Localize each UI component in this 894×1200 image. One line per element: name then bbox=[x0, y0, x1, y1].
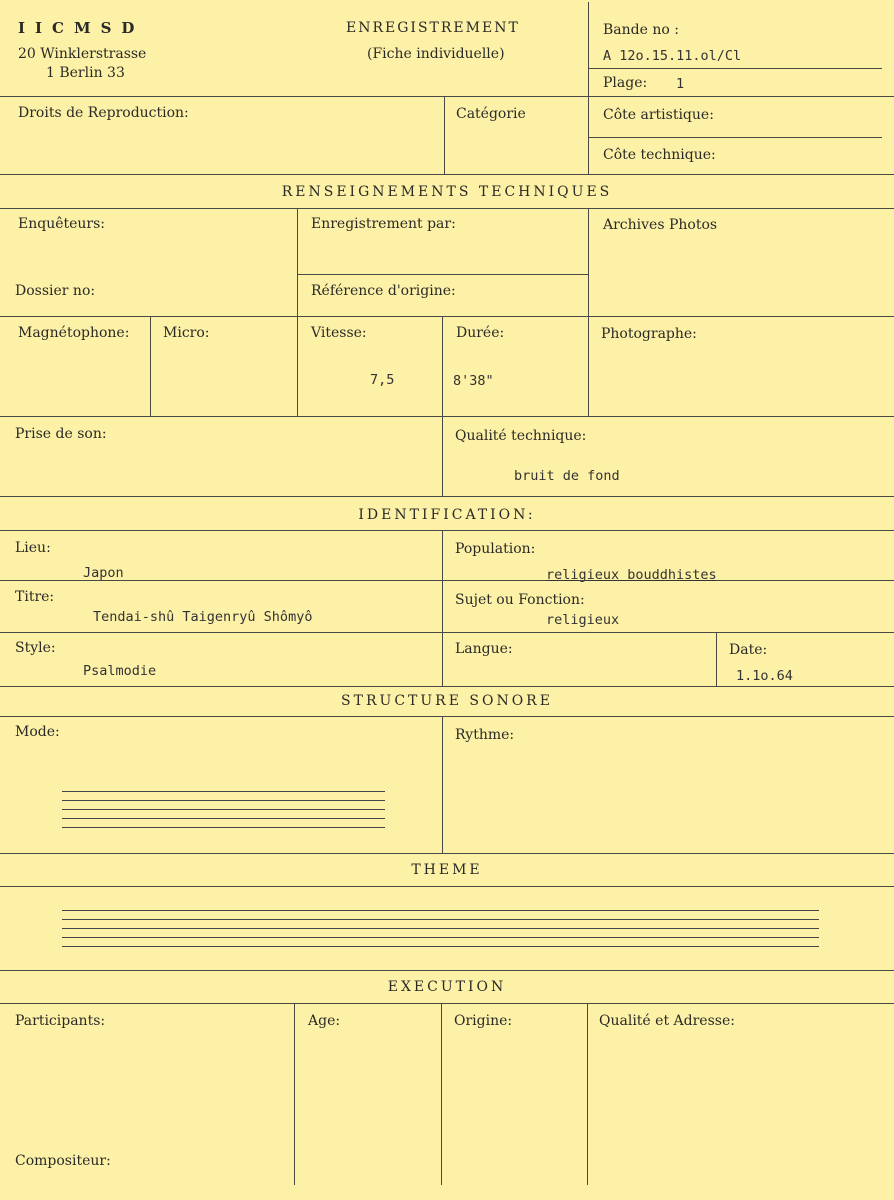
theme-title-line bbox=[0, 886, 894, 887]
droits-label: Droits de Reproduction: bbox=[18, 105, 189, 121]
address-line-1: 20 Winklerstrasse bbox=[18, 46, 147, 62]
execution-section-title: EXECUTION bbox=[387, 979, 507, 995]
plage-label: Plage: bbox=[603, 75, 648, 91]
sujet-value: religieux bbox=[546, 612, 620, 628]
theme-staff-line bbox=[62, 937, 819, 938]
titre-line bbox=[0, 632, 894, 633]
mode-staff-line bbox=[62, 791, 385, 792]
micro-label: Micro: bbox=[163, 325, 210, 341]
theme-staff-line bbox=[62, 928, 819, 929]
mode-staff-line bbox=[62, 827, 385, 828]
photographe-label: Photographe: bbox=[601, 326, 697, 342]
lieu-value: Japon bbox=[83, 565, 124, 581]
theme-section-title: THEME bbox=[411, 862, 483, 878]
micro-divider bbox=[150, 316, 151, 416]
theme-staff-line bbox=[62, 910, 819, 911]
date-divider bbox=[716, 632, 717, 686]
header-divider-1 bbox=[588, 2, 589, 174]
reference-line bbox=[297, 274, 588, 275]
structure-title-line bbox=[0, 716, 894, 717]
duree-divider bbox=[442, 316, 443, 496]
technical-section-title: RENSEIGNEMENTS TECHNIQUES bbox=[281, 184, 613, 200]
archives-photos-label: Archives Photos bbox=[603, 217, 718, 233]
tech-divider-2 bbox=[588, 208, 589, 416]
header-line bbox=[0, 96, 894, 97]
cote-technique-label: Côte technique: bbox=[603, 147, 716, 163]
mode-staff-line bbox=[62, 809, 385, 810]
vitesse-label: Vitesse: bbox=[311, 325, 367, 341]
plage-line bbox=[588, 68, 882, 69]
population-label: Population: bbox=[455, 541, 536, 557]
identification-title-line bbox=[0, 530, 894, 531]
langue-label: Langue: bbox=[455, 641, 513, 657]
qualite-adresse-divider bbox=[587, 1003, 588, 1185]
identification-divider bbox=[442, 530, 443, 686]
tech-divider-1 bbox=[297, 208, 298, 416]
form-title: ENREGISTREMENT bbox=[346, 20, 520, 36]
population-value: religieux bouddhistes bbox=[546, 567, 717, 583]
titre-value: Tendai-shû Taigenryû Shômyô bbox=[93, 609, 313, 625]
qualite-technique-label: Qualité technique: bbox=[455, 428, 587, 444]
lieu-line bbox=[0, 580, 894, 581]
titre-label: Titre: bbox=[15, 589, 55, 605]
enregistrement-par-label: Enregistrement par: bbox=[311, 216, 456, 232]
style-value: Psalmodie bbox=[83, 663, 157, 679]
form-subtitle: (Fiche individuelle) bbox=[367, 46, 505, 62]
origine-label: Origine: bbox=[454, 1013, 513, 1029]
cote-line bbox=[588, 137, 882, 138]
tech-title-line bbox=[0, 208, 894, 209]
structure-bottom-line bbox=[0, 853, 894, 854]
participants-label: Participants: bbox=[15, 1013, 106, 1029]
address-line-2: 1 Berlin 33 bbox=[46, 65, 125, 81]
date-value: 1.1o.64 bbox=[736, 668, 793, 684]
rights-bottom-line bbox=[0, 174, 894, 175]
mode-divider bbox=[442, 716, 443, 853]
enqueteurs-label: Enquêteurs: bbox=[18, 216, 106, 232]
theme-staff-line bbox=[62, 919, 819, 920]
structure-section-title: STRUCTURE SONORE bbox=[341, 693, 553, 709]
reference-label: Référence d'origine: bbox=[311, 283, 456, 299]
plage-value: 1 bbox=[676, 76, 685, 92]
bande-value: A 12o.15.11.ol/Cl bbox=[603, 48, 742, 64]
lieu-label: Lieu: bbox=[15, 540, 51, 556]
magnetophone-label: Magnétophone: bbox=[18, 325, 130, 341]
dossier-label: Dossier no: bbox=[15, 283, 96, 299]
categorie-divider bbox=[444, 96, 445, 174]
bande-label: Bande no : bbox=[603, 22, 679, 38]
tech-row-line bbox=[0, 316, 894, 317]
vitesse-value: 7,5 bbox=[370, 372, 395, 388]
date-label: Date: bbox=[729, 642, 768, 658]
prise-line bbox=[0, 416, 894, 417]
categorie-label: Catégorie bbox=[456, 106, 526, 122]
style-label: Style: bbox=[15, 640, 56, 656]
age-divider bbox=[294, 1003, 295, 1185]
execution-title-line bbox=[0, 1003, 894, 1004]
mode-staff-line bbox=[62, 800, 385, 801]
mode-staff-line bbox=[62, 818, 385, 819]
qualite-adresse-label: Qualité et Adresse: bbox=[599, 1013, 735, 1029]
duree-value: 8'38" bbox=[453, 373, 494, 389]
rythme-label: Rythme: bbox=[455, 727, 515, 743]
identification-top-line bbox=[0, 496, 894, 497]
theme-bottom-line bbox=[0, 970, 894, 971]
duree-label: Durée: bbox=[456, 325, 505, 341]
age-label: Age: bbox=[308, 1013, 341, 1029]
compositeur-label: Compositeur: bbox=[15, 1153, 111, 1169]
style-line bbox=[0, 686, 894, 687]
qualite-technique-value: bruit de fond bbox=[514, 468, 620, 484]
mode-label: Mode: bbox=[15, 724, 60, 740]
origine-divider bbox=[441, 1003, 442, 1185]
identification-section-title: IDENTIFICATION: bbox=[358, 507, 536, 523]
org-logo: IICMSD bbox=[18, 19, 145, 37]
sujet-label: Sujet ou Fonction: bbox=[455, 592, 585, 608]
theme-staff-line bbox=[62, 946, 819, 947]
prise-de-son-label: Prise de son: bbox=[15, 426, 107, 442]
cote-artistique-label: Côte artistique: bbox=[603, 107, 714, 123]
